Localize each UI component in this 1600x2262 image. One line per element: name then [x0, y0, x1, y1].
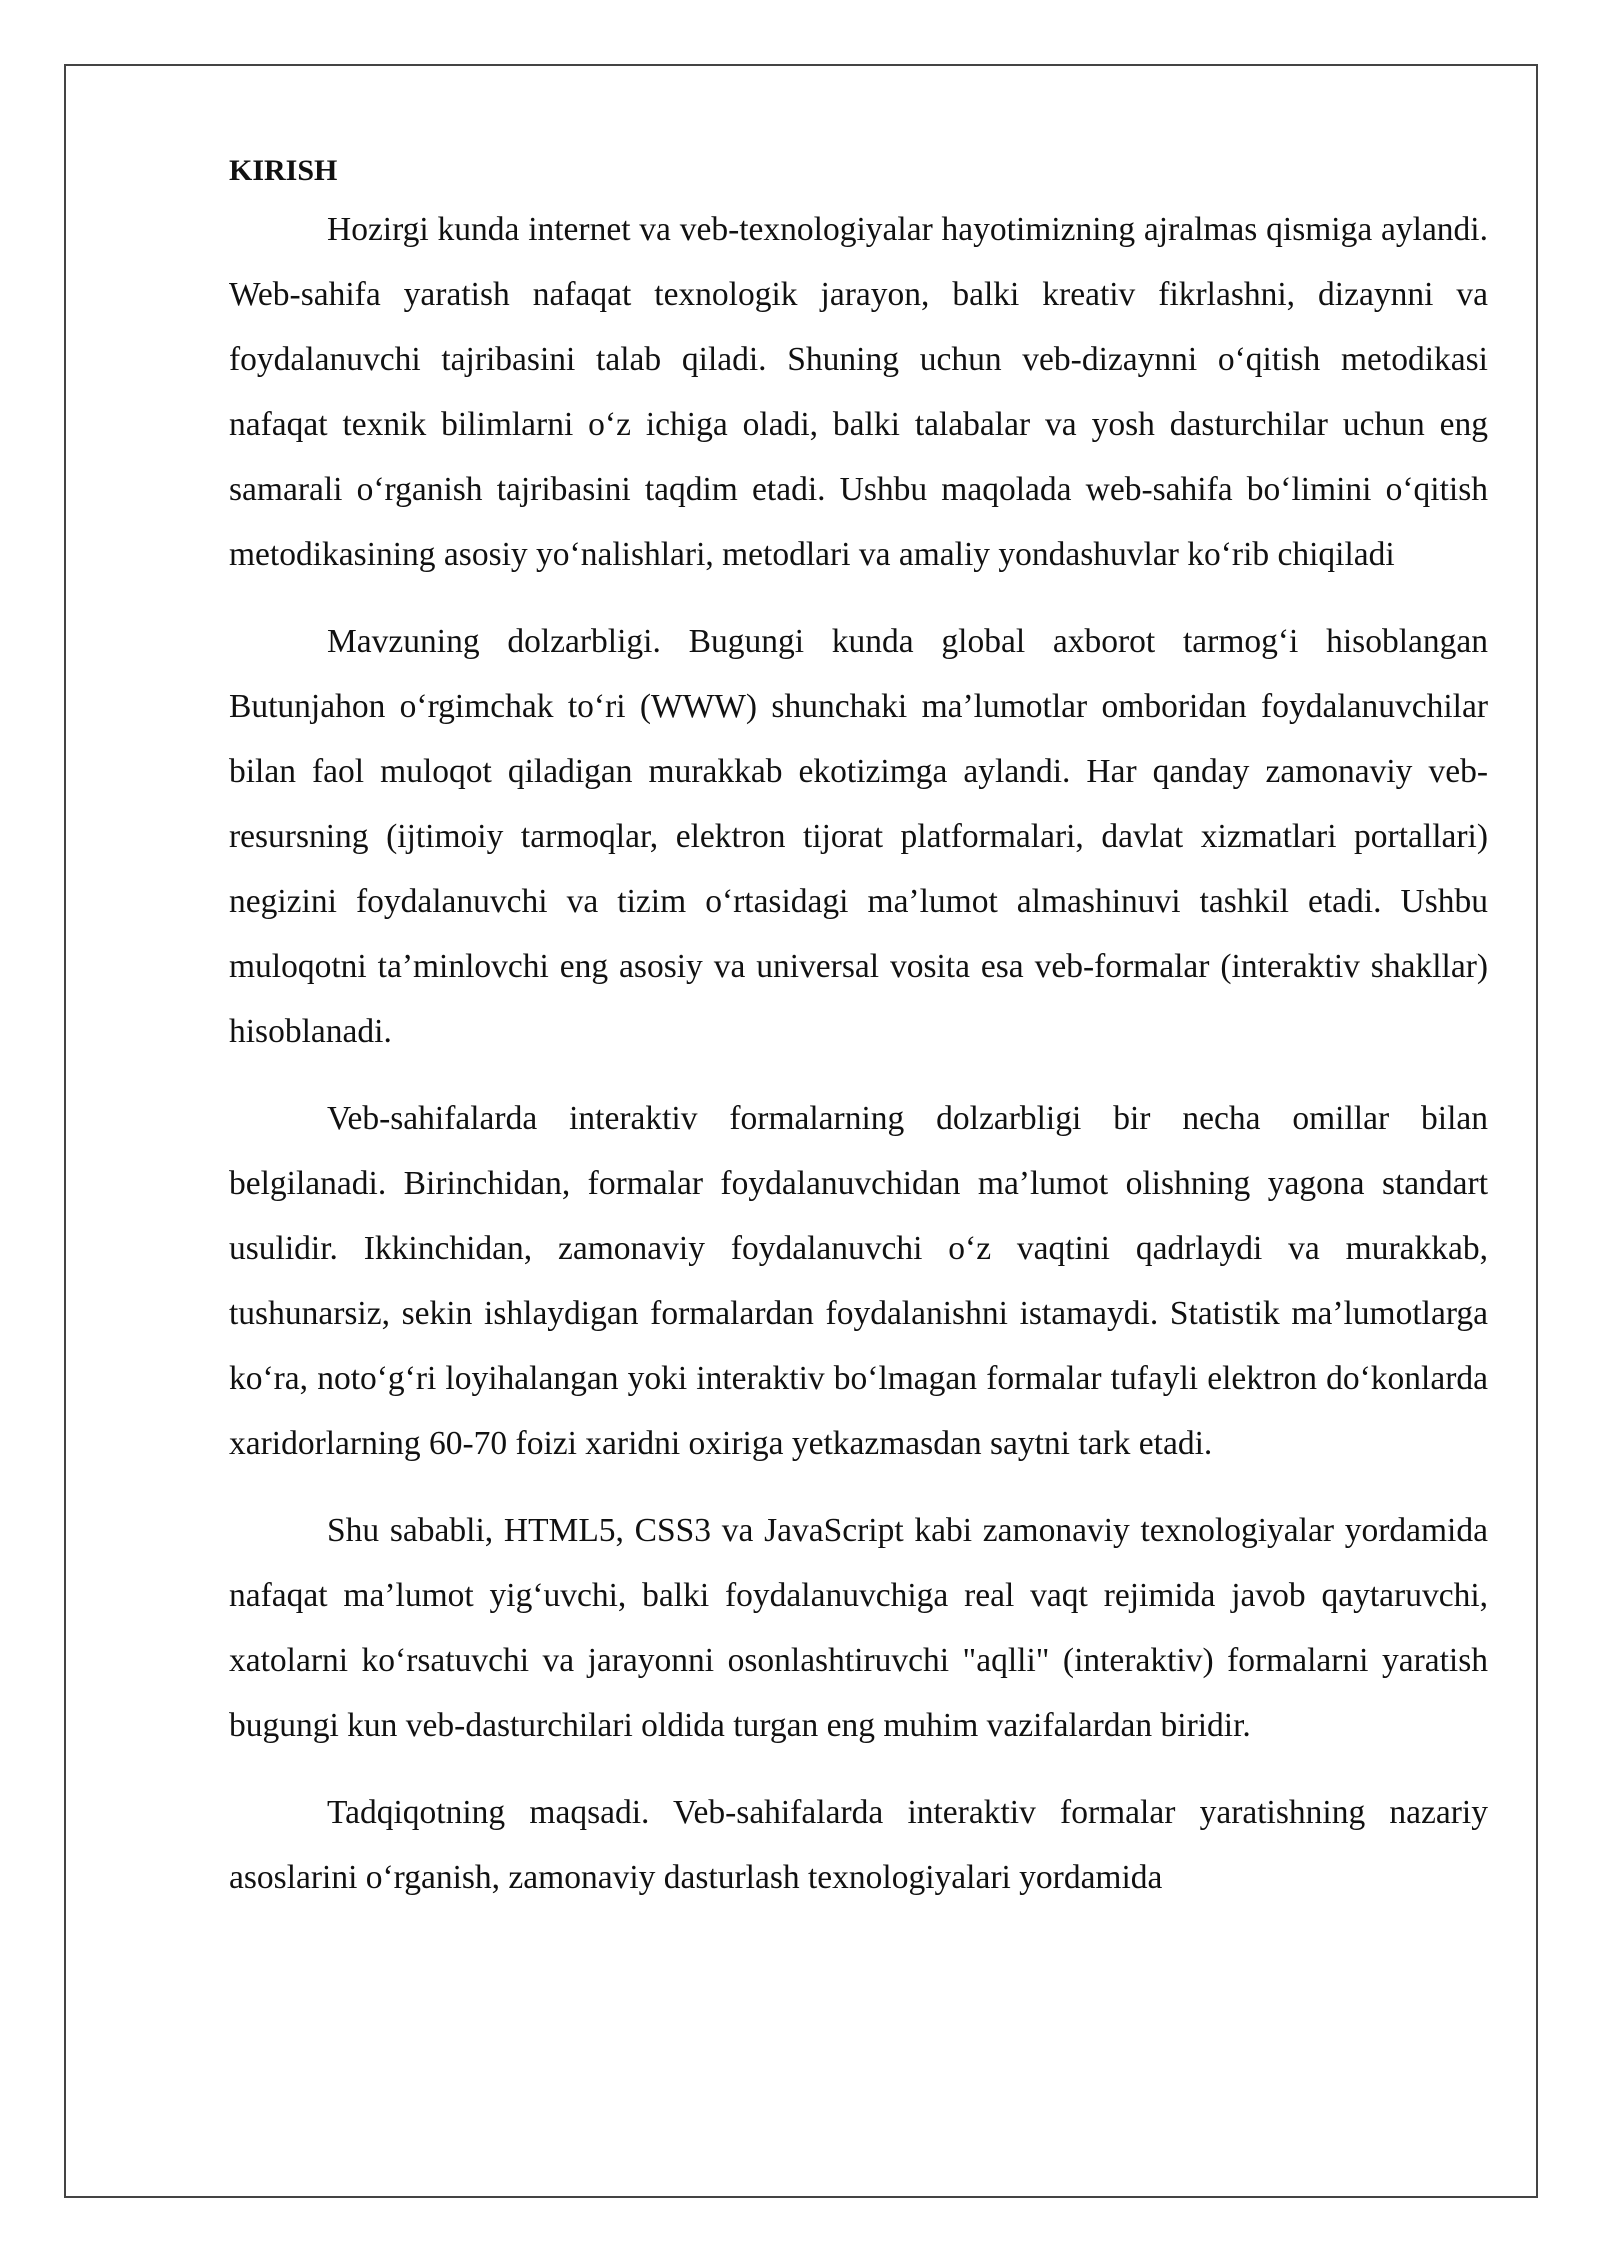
paragraph-research-goal: Tadqiqotning maqsadi. Veb-sahifalarda interaktiv formalar yaratishning nazariy asoslarini o‘rganish, zamonaviy dasturlash texnologiyalari yordamida: [229, 1794, 1488, 1896]
paragraph-intro: Hozirgi kunda internet va veb-texnologiyalar hayotimizning ajralmas qismiga aylandi. Web-sahifa yaratish nafaqat texnologik jarayon, balki kreativ fikrlashni, dizaynni va foydalanuvchi tajribasini talab qiladi. Shuning uchun veb-dizaynni o‘qitish metodikasi nafaqat texnik bilimlarni o‘z ichiga oladi, balki talabalar va yosh dasturchilar uchun eng samarali o‘rganish tajribasini taqdim etadi. Ushbu maqolada web-sahifa bo‘limini o‘qitish metodikasining asosiy yo‘nalishlari, metodlari va amaliy yondashuvlar ko‘rib chiqiladi: [229, 211, 1488, 573]
document-body: [229, 145, 1488, 1932]
section-heading: KIRISH: [229, 154, 338, 187]
paragraph-relevance: Mavzuning dolzarbligi. Bugungi kunda global axborot tarmog‘i hisoblangan Butunjahon o‘rgimchak to‘ri (WWW) shunchaki ma’lumotlar omboridan foydalanuvchilar bilan faol muloqot qiladigan murakkab ekotizimga aylandi. Har qanday zamonaviy veb-resursning (ijtimoiy tarmoqlar, elektron tijorat platformalari, davlat xizmatlari portallari) negizini foydalanuvchi va tizim o‘rtasidagi ma’lumot almashinuvi tashkil etadi. Ushbu muloqotni ta’minlovchi eng asosiy va universal vosita esa veb-formalar (interaktiv shakllar) hisoblanadi.: [229, 623, 1488, 1050]
paragraph-technologies: Shu sababli, HTML5, CSS3 va JavaScript kabi zamonaviy texnologiyalar yordamida nafaqat ma’lumot yig‘uvchi, balki foydalanuvchiga real vaqt rejimida javob qaytaruvchi, xatolarni ko‘rsatuvchi va jarayonni osonlashtiruvchi "aqlli" (interaktiv) formalarni yaratish bugungi kun veb-dasturchilari oldida turgan eng muhim vazifalardan biridir.: [229, 1512, 1488, 1744]
paragraph-forms-importance: Veb-sahifalarda interaktiv formalarning dolzarbligi bir necha omillar bilan belgilanadi. Birinchidan, formalar foydalanuvchidan ma’lumot olishning yagona standart usulidir. Ikkinchidan, zamonaviy foydalanuvchi o‘z vaqtini qadrlaydi va murakkab, tushunarsiz, sekin ishlaydigan formalardan foydalanishni istamaydi. Statistik ma’lumotlarga ko‘ra, noto‘g‘ri loyihalangan yoki interaktiv bo‘lmagan formalar tufayli elektron do‘konlarda xaridorlarning 60-70 foizi xaridni oxiriga yetkazmasdan saytni tark etadi.: [229, 1100, 1488, 1462]
